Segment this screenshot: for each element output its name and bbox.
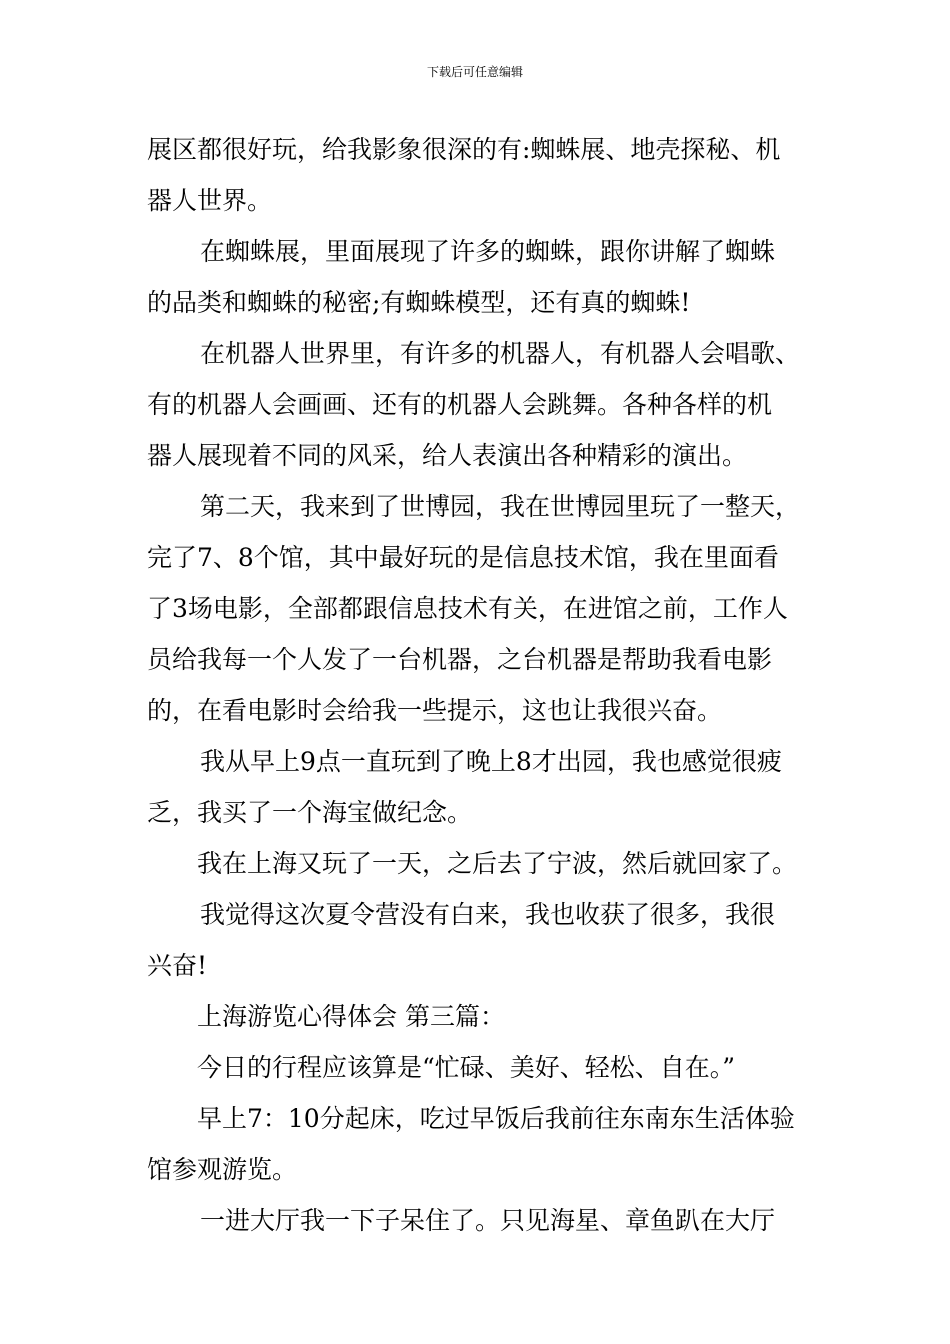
paragraph-line: 器人展现着不同的风采，给人表演出各种精彩的演出。 xyxy=(147,441,748,470)
paragraph-line: 一进大厅我一下子呆住了。只见海星、章鱼趴在大厅 xyxy=(200,1206,776,1235)
page-header: 下载后可任意编辑 xyxy=(426,65,523,79)
paragraph-line: 在蜘蛛展，里面展现了许多的蜘蛛，跟你讲解了蜘蛛 xyxy=(200,237,776,266)
paragraph-line: 馆参观游览。 xyxy=(147,1155,298,1184)
paragraph-line: 的，在看电影时会给我一些提示，这也让我很兴奋。 xyxy=(147,696,723,725)
body-text xyxy=(147,128,837,1250)
paragraph-line: 展区都很好玩，给我影象很深的有:蜘蛛展、地壳探秘、机 xyxy=(147,135,781,164)
paragraph-line: 完了7、8个馆，其中最好玩的是信息技术馆，我在里面看 xyxy=(147,543,779,572)
paragraph-line: 我觉得这次夏令营没有白来，我也收获了很多，我很 xyxy=(200,900,776,929)
section-heading: 上海游览心得体会 第三篇： xyxy=(197,1002,505,1031)
paragraph-line: 的品类和蜘蛛的秘密;有蜘蛛模型，还有真的蜘蛛! xyxy=(147,288,691,317)
paragraph-line: 器人世界。 xyxy=(147,186,273,215)
paragraph-line: 我在上海又玩了一天，之后去了宁波，然后就回家了。 xyxy=(197,849,798,878)
paragraph-line: 早上7：10分起床，吃过早饭后我前往东南东生活体验 xyxy=(197,1104,795,1133)
paragraph-line: 了3场电影，全部都跟信息技术有关，在进馆之前，工作人 xyxy=(147,594,788,623)
paragraph-line: 我从早上9点一直玩到了晚上8才出园，我也感觉很疲 xyxy=(200,747,782,776)
paragraph-line: 第二天，我来到了世博园，我在世博园里玩了一整天， xyxy=(200,492,801,521)
paragraph-line: 员给我每一个人发了一台机器，之台机器是帮助我看电影 xyxy=(147,645,773,674)
paragraph-line: 兴奋! xyxy=(147,951,208,980)
paragraph-line: 乏，我买了一个海宝做纪念。 xyxy=(147,798,473,827)
paragraph-line: 今日的行程应该算是“忙碌、美好、轻松、自在。” xyxy=(197,1053,736,1082)
paragraph-line: 有的机器人会画画、还有的机器人会跳舞。各种各样的机 xyxy=(147,390,773,419)
paragraph-line: 在机器人世界里，有许多的机器人，有机器人会唱歌、 xyxy=(200,339,801,368)
